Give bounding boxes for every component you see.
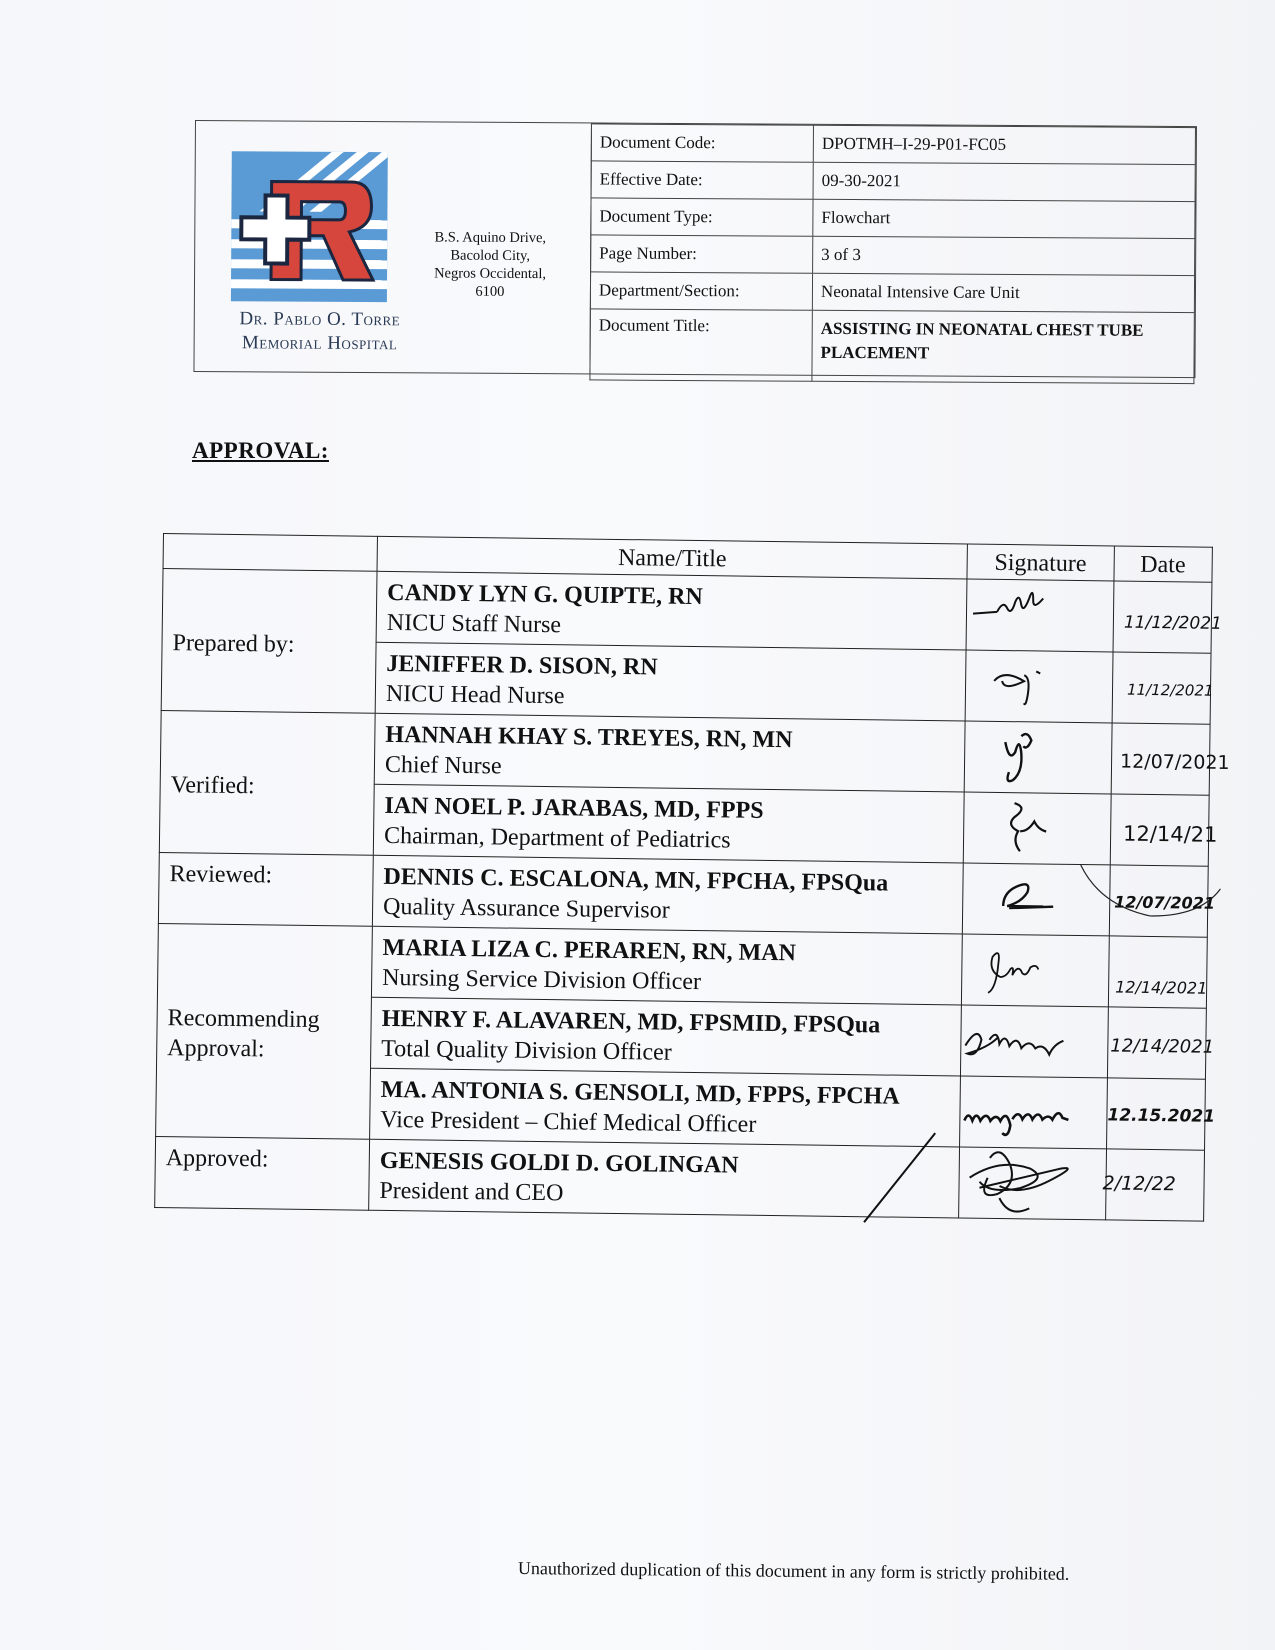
handwritten-signature — [964, 793, 1113, 861]
address-line: 6100 — [475, 283, 505, 300]
handwritten-date-text: 12/07/2021 — [1113, 892, 1215, 913]
signatory-title: Total Quality Division Officer — [381, 1035, 672, 1066]
signatory-title: Nursing Service Division Officer — [382, 964, 702, 996]
handwritten-date-text: 11/12/2021 — [1126, 680, 1214, 700]
date-cell — [1106, 1078, 1215, 1150]
signatory-name: IAN NOEL P. JARABAS, MD, FPPS — [384, 792, 764, 824]
address-line: Negros Occidental, — [434, 265, 547, 283]
handwritten-signature — [966, 651, 1115, 719]
handwritten-signature — [965, 722, 1114, 790]
info-key: Document Title: — [590, 309, 812, 381]
info-row — [591, 124, 1195, 165]
approval-table-wrapper — [154, 533, 1230, 1207]
handwritten-date-text: 12.15.2021 — [1106, 1105, 1215, 1127]
signature-cell — [963, 792, 1110, 865]
handwritten-signature — [967, 580, 1116, 648]
approval-row — [158, 852, 1208, 937]
handwritten-signature — [962, 935, 1111, 1003]
approval-row — [162, 569, 1212, 654]
signatory-name: JENIFFER D. SISON, RN — [386, 650, 658, 681]
address-line: B.S. Aquino Drive, — [434, 229, 547, 247]
handwritten-date — [1109, 865, 1215, 932]
name-title-cell — [376, 571, 967, 650]
handwritten-date-text: 12/14/2021 — [1114, 977, 1207, 998]
handwritten-date-text: 12/14/21 — [1122, 821, 1218, 847]
signatory-name: DENNIS C. ESCALONA, MN, FPCHA, FPSQua — [383, 863, 889, 897]
handwritten-signature — [963, 864, 1112, 932]
signatory-title: Vice President – Chief Medical Officer — [380, 1106, 757, 1138]
date-header: Date — [1113, 546, 1212, 582]
name-title-cell — [371, 926, 962, 1005]
info-key: Effective Date: — [591, 161, 813, 199]
footer-notice: Unauthorized duplication of this document in any form is strictly prohibited. — [517, 1558, 1070, 1584]
date-cell — [1110, 794, 1218, 866]
document-header — [193, 120, 1197, 378]
name-title-cell — [375, 642, 966, 721]
info-row — [591, 161, 1195, 202]
date-cell — [1112, 652, 1214, 724]
date-cell — [1113, 581, 1222, 653]
signature-cell — [961, 934, 1108, 1007]
approval-heading: APPROVAL: — [192, 438, 329, 463]
group-reviewed: Reviewed: — [158, 852, 373, 926]
info-key: Document Type: — [591, 198, 813, 236]
approval-table — [154, 533, 1230, 1222]
info-value: 3 of 3 — [813, 236, 1195, 275]
signatory-title: Quality Assurance Supervisor — [382, 893, 670, 924]
hospital-logo — [231, 151, 388, 302]
signature-cell — [965, 650, 1112, 723]
info-value: Flowchart — [813, 199, 1195, 238]
handwritten-signature — [961, 1005, 1110, 1073]
empty-header-cell — [163, 534, 377, 572]
group-approved: Approved: — [155, 1136, 370, 1210]
handwritten-date-text: 12/07/2021 — [1119, 750, 1230, 774]
date-cell — [1101, 1149, 1204, 1221]
name-title-cell — [371, 997, 962, 1076]
group-prepared: Prepared by: — [161, 569, 377, 714]
info-value: 09-30-2021 — [813, 162, 1195, 201]
hospital-name-line2: Memorial Hospital — [241, 332, 398, 355]
info-row — [591, 198, 1195, 239]
group-recommending: Recommending Approval: — [156, 923, 373, 1139]
handwritten-date — [1111, 723, 1230, 790]
date-cell — [1107, 1007, 1214, 1079]
info-value: DPOTMH–I-29-P01-FC05 — [813, 125, 1195, 164]
info-row — [591, 235, 1195, 276]
handwritten-date — [1110, 794, 1218, 861]
signatory-name: HENRY F. ALAVAREN, MD, FPSMID, FPSQua — [381, 1005, 881, 1039]
hospital-name — [205, 307, 435, 356]
name-title-header: Name/Title — [377, 536, 968, 579]
approval-row — [160, 710, 1210, 795]
info-key: Document Code: — [591, 124, 813, 162]
signatory-name: MARIA LIZA C. PERAREN, RN, MAN — [382, 934, 797, 967]
document-title-value: ASSISTING IN NEONATAL CHEST TUBE PLACEMENT — [812, 310, 1194, 383]
handwritten-date-text: 11/12/2021 — [1123, 612, 1222, 634]
handwritten-date — [1112, 652, 1213, 719]
signatory-title: NICU Staff Nurse — [386, 609, 562, 639]
signatory-name: MA. ANTONIA S. GENSOLI, MD, FPPS, FPCHA — [380, 1076, 900, 1110]
signature-tail-stroke — [854, 1122, 1056, 1245]
info-row — [590, 272, 1194, 313]
header-logo-cell — [194, 121, 592, 373]
hospital-address — [420, 228, 560, 301]
info-key: Department/Section: — [590, 272, 812, 310]
handwritten-date-text: 2/12/22 — [1101, 1172, 1176, 1196]
handwritten-date — [1113, 581, 1222, 648]
signatory-name: HANNAH KHAY S. TREYES, RN, MN — [385, 721, 793, 754]
handwritten-date — [1101, 1149, 1207, 1216]
name-title-cell — [373, 784, 964, 863]
info-key: Page Number: — [591, 235, 813, 273]
approval-row — [157, 923, 1207, 1008]
info-row — [590, 309, 1194, 384]
signature-cell — [961, 1005, 1108, 1078]
signatory-title: NICU Head Nurse — [385, 680, 565, 710]
handwritten-date — [1108, 1007, 1214, 1074]
signatory-name: GENESIS GOLDI D. GOLINGAN — [379, 1147, 739, 1179]
signature-cell — [962, 863, 1109, 936]
name-title-cell — [374, 713, 965, 792]
signatory-name: CANDY LYN G. QUIPTE, RN — [387, 579, 703, 611]
signature-header: Signature — [967, 544, 1114, 581]
handwritten-date-text: 12/14/2021 — [1109, 1035, 1214, 1058]
date-cell — [1111, 723, 1230, 795]
signature-cell — [964, 721, 1111, 794]
signature-cell — [966, 579, 1113, 652]
handwritten-date — [1108, 936, 1209, 1003]
signatory-title: Chief Nurse — [384, 751, 502, 780]
hospital-name-line1: Dr. Pablo O. Torre — [239, 308, 401, 331]
name-title-cell — [372, 855, 963, 934]
document-info-table — [589, 123, 1196, 384]
handwritten-date — [1106, 1078, 1215, 1145]
info-value: Neonatal Intensive Care Unit — [812, 273, 1194, 312]
address-line: Bacolod City, — [450, 247, 531, 265]
date-cell — [1109, 865, 1215, 937]
group-verified: Verified: — [159, 710, 375, 855]
signatory-title: Chairman, Department of Pediatrics — [383, 822, 731, 854]
date-cell — [1108, 936, 1207, 1008]
signatory-title: President and CEO — [379, 1177, 564, 1207]
